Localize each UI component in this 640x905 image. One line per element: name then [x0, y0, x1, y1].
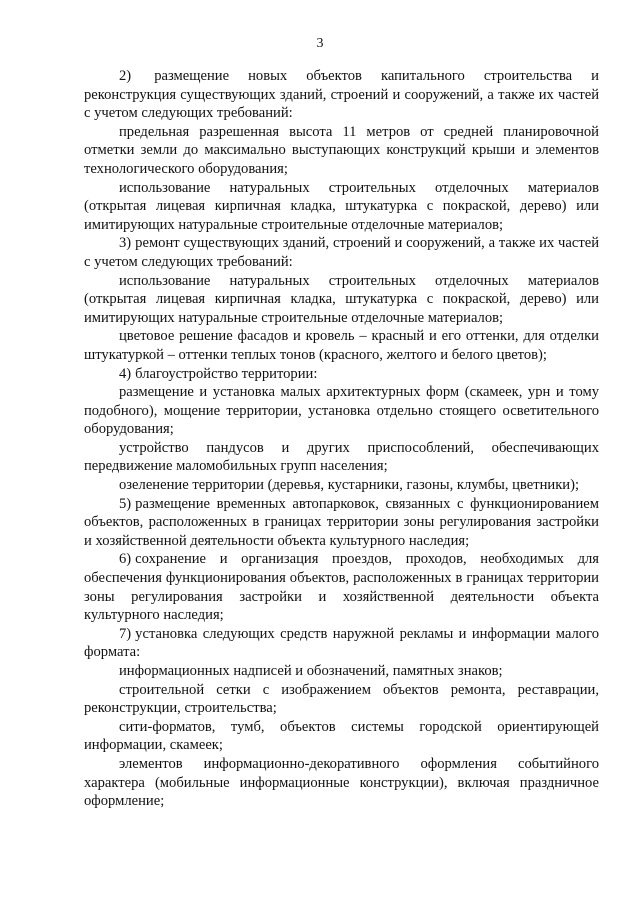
paragraph-item-5: [84, 495, 599, 551]
item-number: 3): [119, 235, 132, 252]
page-number: 3: [316, 36, 324, 51]
paragraph-natural-materials-repair: [84, 272, 599, 328]
paragraph-color-scheme: [84, 327, 599, 364]
paragraph-landscaping: [84, 476, 599, 495]
item-number: 5): [119, 495, 132, 512]
paragraph-text: размещение временных автопарковок, связанных с функционированием объектов, расположенных в границах территории зоны регулирования застройки и хозяйственной деятельности объекта культурного наследия;: [84, 495, 599, 549]
paragraph-item-7: [84, 625, 599, 662]
item-number: 6): [119, 551, 132, 568]
paragraph-height-limit: [84, 123, 599, 179]
paragraph-text: размещение новых объектов капитального строительства и реконструкция существующих зданий, строений и сооружений, а также их частей с учетом следующих требований:: [84, 68, 599, 122]
paragraph-item-4: [84, 365, 599, 384]
paragraph-construction-mesh: [84, 681, 599, 718]
item-number: 2): [119, 68, 132, 84]
paragraph-decorative-elements: [84, 755, 599, 811]
paragraph-text: озеленение территории (деревья, кустарники, газоны, клумбы, цветники);: [119, 477, 580, 494]
paragraph-info-signs: [84, 662, 599, 681]
paragraph-city-formats: [84, 718, 599, 755]
paragraph-text: благоустройство территории:: [135, 365, 318, 382]
paragraph-text: сохранение и организация проездов, проходов, необходимых для обеспечения функционирования объектов, расположенных в границах территории зоны регулирования застройки и хозяйственной деятельности объекта культурного наследия;: [84, 551, 599, 624]
item-number: 4): [119, 365, 132, 382]
paragraph-text: установка следующих средств наружной рекламы и информации малого формата:: [84, 625, 599, 661]
paragraph-text: сити-форматов, тумб, объектов системы городской ориентирующей информации, скамеек;: [84, 718, 599, 754]
paragraph-text: информационных надписей и обозначений, памятных знаков;: [119, 663, 503, 679]
paragraph-text: устройство пандусов и других приспособлений, обеспечивающих передвижение маломобильных групп населения;: [84, 439, 599, 475]
paragraph-text: использование натуральных строительных отделочных материалов (открытая лицевая кирпичная кладка, штукатурка с покраской, дерево) или имитирующих натуральные строительные отделочные материалов;: [84, 272, 599, 326]
paragraph-item-2: [84, 67, 599, 123]
item-number: 7): [119, 625, 132, 642]
paragraph-text: цветовое решение фасадов и кровель – красный и его оттенки, для отделки штукатуркой – оттенки теплых тонов (красного, желтого и белого цветов);: [84, 328, 599, 363]
paragraph-text: предельная разрешенная высота 11 метров от средней планировочной отметки земли до максимально выступающих конструкций крыши и элементов технологического оборудования;: [84, 123, 599, 177]
paragraph-small-forms: [84, 383, 599, 439]
paragraph-natural-materials: [84, 179, 599, 235]
document-body: [84, 67, 599, 811]
paragraph-item-6: [84, 550, 599, 624]
paragraph-ramps: [84, 439, 599, 476]
paragraph-text: использование натуральных строительных отделочных материалов (открытая лицевая кирпичная кладка, штукатурка с покраской, дерево) или имитирующих натуральные строительные отделочные материалов;: [84, 179, 599, 233]
paragraph-item-3: [84, 234, 599, 271]
paragraph-text: строительной сетки с изображением объектов ремонта, реставрации, реконструкции, строительства;: [84, 681, 599, 717]
paragraph-text: размещение и установка малых архитектурных форм (скамеек, урн и тому подобного), мощение территории, установка отдельно стоящего осветительного оборудования;: [84, 384, 599, 438]
paragraph-text: элементов информационно-декоративного оформления событийного характера (мобильные информационные конструкции), включая праздничное оформление;: [84, 755, 599, 810]
paragraph-text: ремонт существующих зданий, строений и сооружений, а также их частей с учетом следующих требований:: [84, 235, 599, 270]
